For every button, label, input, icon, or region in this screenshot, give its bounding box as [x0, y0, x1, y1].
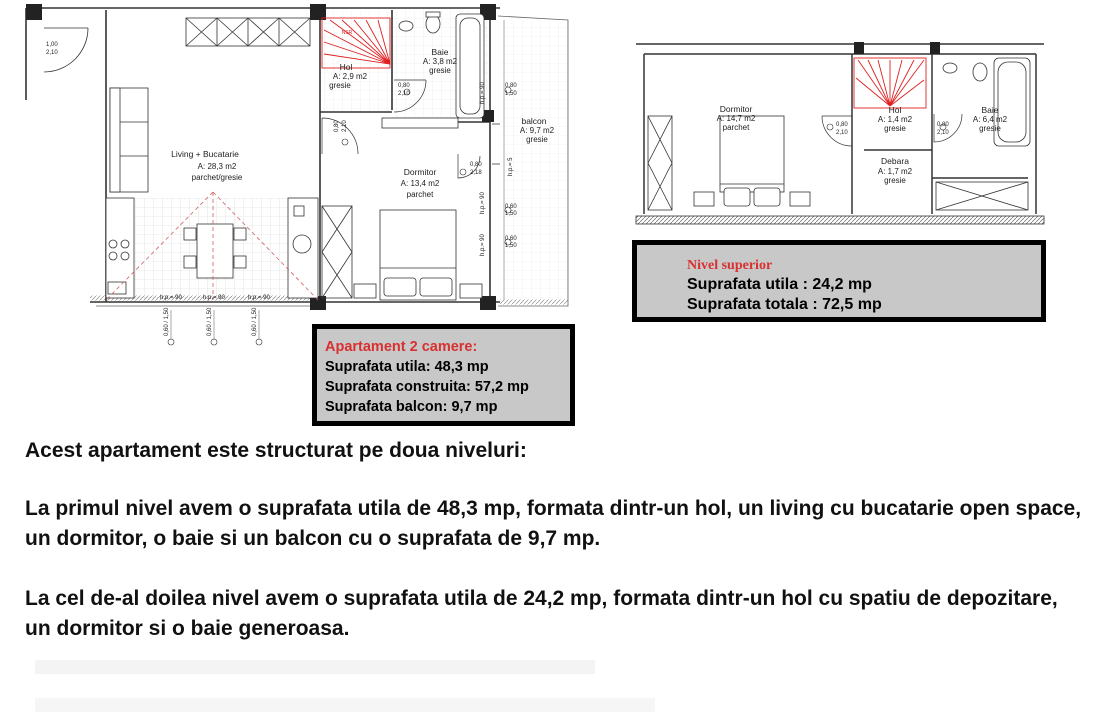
- bath-win-w: 0,80: [505, 83, 517, 89]
- balcon-name: balcon: [521, 116, 547, 126]
- living-finish: parchet/gresie: [191, 173, 243, 182]
- up-door2-h: 2,10: [937, 130, 949, 136]
- dormitor-name: Dormitor: [403, 167, 437, 177]
- hp-v1: h.p.= 90: [480, 82, 486, 104]
- up-debara-finish: gresie: [884, 176, 906, 185]
- dorm-door-w: 0,80: [334, 120, 340, 132]
- balcony-win2-h: 1,50: [505, 243, 517, 249]
- bath-win-h: 1,50: [505, 91, 517, 97]
- balcony-win1-w: 0,60: [505, 204, 517, 210]
- balcony-win2-w: 0,60: [505, 236, 517, 242]
- bottom-win-2: 0,60 / 1,50: [207, 307, 213, 336]
- ground-summary-balcon: Suprafata balcon: 9,7 mp: [325, 399, 498, 415]
- ground-summary-heading: Apartament 2 camere:: [325, 339, 478, 355]
- balcony-door-w: 0,80: [470, 162, 482, 168]
- up-door1-h: 2,10: [836, 130, 848, 136]
- faded-text-line: [35, 698, 655, 712]
- ground-summary-utila: Suprafata utila: 48,3 mp: [325, 359, 489, 375]
- entry-door-w: 1,00: [46, 42, 58, 48]
- upper-floor-plan: [632, 38, 1052, 238]
- dorm-door-h: 2,10: [342, 120, 348, 132]
- up-door1-w: 0,80: [836, 122, 848, 128]
- hol-finish: gresie: [329, 81, 351, 90]
- balcon-finish: gresie: [526, 135, 548, 144]
- stair-label: NSR: [341, 30, 353, 36]
- hp-v4: h.p.= 90: [480, 234, 486, 256]
- living-area: A: 28,3 m2: [197, 162, 237, 171]
- living-name: Living + Bucatarie: [171, 149, 239, 159]
- balcon-area: A: 9,7 m2: [519, 126, 555, 135]
- up-dormitor-area: A: 14,7 m2: [716, 114, 756, 123]
- description-ground: La primul nivel avem o suprafata utila de 48,3 mp, formata dintr-un hol, un living cu bucatarie open space, un dormitor, o baie si un balcon cu o suprafata de 9,7 mp.: [25, 497, 1082, 550]
- up-baie-name: Baie: [981, 105, 999, 115]
- baie-area: A: 3,8 m2: [422, 57, 458, 66]
- up-baie-area: A: 6,4 m2: [972, 115, 1008, 124]
- dormitor-finish: parchet: [406, 190, 434, 199]
- balcony-door-h: 2,18: [470, 170, 482, 176]
- hp-v3: h.p.= 90: [480, 192, 486, 214]
- up-hol-finish: gresie: [884, 124, 906, 133]
- hol-name: Hol: [339, 62, 353, 72]
- faded-text-line: [35, 660, 595, 674]
- entry-door-h: 2,10: [46, 50, 58, 56]
- hp-2: h.p.= 90: [203, 295, 225, 301]
- dormitor-area: A: 13,4 m2: [400, 179, 440, 188]
- up-hol-area: A: 1,4 m2: [877, 115, 913, 124]
- up-hol-name: Hol: [888, 105, 902, 115]
- description-title: Acest apartament este structurat pe doua niveluri:: [25, 439, 527, 462]
- description-upper: La cel de-al doilea nivel avem o suprafata utila de 24,2 mp, formata dintr-un hol cu spatiu de depozitare, un dormitor si o baie generoasa.: [25, 587, 1058, 640]
- ground-floor-summary: [312, 324, 575, 426]
- up-debara-area: A: 1,7 m2: [877, 167, 913, 176]
- hol-area: A: 2,9 m2: [332, 72, 368, 81]
- up-baie-finish: gresie: [979, 124, 1001, 133]
- up-debara-name: Debara: [881, 156, 909, 166]
- ground-summary-construita: Suprafata construita: 57,2 mp: [325, 379, 529, 395]
- upper-summary-utila: Suprafata utila : 24,2 mp: [687, 276, 872, 293]
- ground-floor-plan: [0, 0, 600, 360]
- up-door2-w: 0,80: [937, 122, 949, 128]
- hp-v2: h.p.= 5: [508, 157, 514, 176]
- bath-door-h: 2,10: [398, 91, 410, 97]
- upper-summary-heading: Nivel superior: [687, 258, 773, 273]
- bottom-win-3: 0,60 / 1,50: [252, 307, 258, 336]
- bottom-win-1: 0,60 / 1,50: [164, 307, 170, 336]
- up-dormitor-finish: parchet: [722, 123, 750, 132]
- up-dormitor-name: Dormitor: [719, 104, 753, 114]
- balcony-win1-h: 1,50: [505, 211, 517, 217]
- upper-summary-totala: Suprafata totala : 72,5 mp: [687, 296, 882, 313]
- baie-name: Baie: [431, 47, 449, 57]
- hp-1: h.p.= 90: [160, 295, 182, 301]
- bath-door-w: 0,80: [398, 83, 410, 89]
- hp-3: h.p.= 90: [248, 295, 270, 301]
- baie-finish: gresie: [429, 66, 451, 75]
- upper-floor-summary: [632, 240, 1046, 322]
